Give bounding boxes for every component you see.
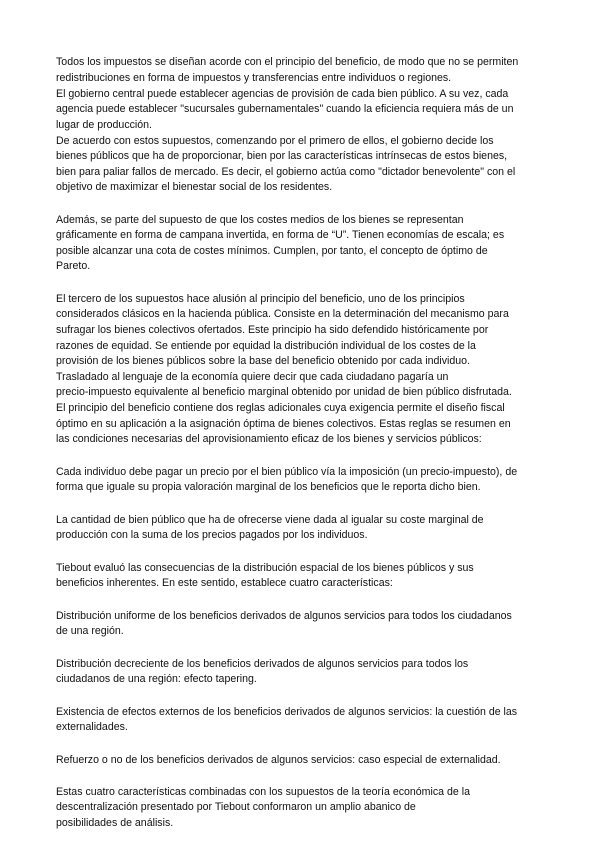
text-line: producción con la suma de los precios pagados por los individuos. bbox=[56, 529, 368, 541]
text-line: Además, se parte del supuesto de que los costes medios de los bienes se representan bbox=[56, 214, 464, 226]
text-line: gráficamente en forma de campana invertida, en forma de “U”. Tienen economías de escala; es bbox=[56, 229, 505, 241]
text-line: Distribución decreciente de los beneficios derivados de algunos servicios para todos los bbox=[56, 658, 469, 670]
text-line: Existencia de efectos externos de los beneficios derivados de algunos servicios: la cuestión de las bbox=[56, 706, 518, 718]
text-line: las condiciones necesarias del aprovisionamiento eficaz de los bienes y servicios públicos: bbox=[56, 433, 482, 445]
text-line: razones de equidad. Se entiende por equidad la distribución individual de los costes de la bbox=[56, 340, 476, 352]
text-line: El principio del beneficio contiene dos reglas adicionales cuya exigencia permite el diseño fiscal bbox=[56, 402, 505, 414]
text-line: ciudadanos de una región: efecto tapering. bbox=[56, 673, 257, 685]
text-line: bienes públicos que ha de proporcionar, bien por las características intrínsecas de estos bienes, bbox=[56, 150, 508, 162]
text-line: considerados clásicos en la hacienda pública. Consiste en la determinación del mecanismo para bbox=[56, 308, 509, 320]
text-line: agencia puede establecer "sucursales gubernamentales" cuando la eficiencia requiera más de un bbox=[56, 103, 514, 115]
text-line: De acuerdo con estos supuestos, comenzando por el primero de ellos, el gobierno decide los bbox=[56, 135, 494, 147]
text-line: Todos los impuestos se diseñan acorde con el principio del beneficio, de modo que no se permiten bbox=[56, 56, 519, 68]
text-line: bien para paliar fallos de mercado. Es decir, el gobierno actúa como "dictador benevolente" con el bbox=[56, 166, 516, 178]
text-line: precio-impuesto equivalente al beneficio marginal obtenido por unidad de bien público disfrutada. bbox=[56, 386, 512, 398]
text-line: La cantidad de bien público que ha de ofrecerse viene dada al igualar su coste marginal de bbox=[56, 514, 484, 526]
text-line: Tiebout evaluó las consecuencias de la distribución espacial de los bienes públicos y sus bbox=[56, 562, 474, 574]
text-line: Cada individuo debe pagar un precio por el bien público vía la imposición (un precio-impuesto), de bbox=[56, 466, 518, 478]
text-line: óptimo en su aplicación a la asignación óptima de bienes colectivos. Estas reglas se resumen en bbox=[56, 418, 511, 430]
text-line: Refuerzo o no de los beneficios derivados de algunos servicios: caso especial de externalidad. bbox=[56, 754, 501, 766]
text-line: sufragar los bienes colectivos ofertados. Este principio ha sido defendido históricamente por bbox=[56, 324, 489, 336]
text-line: El gobierno central puede establecer agencias de provisión de cada bien público. A su vez, cada bbox=[56, 88, 509, 100]
text-line: redistribuciones en forma de impuestos y transferencias entre individuos o regiones. bbox=[56, 72, 452, 84]
text-line: descentralización presentado por Tiebout conformaron un amplio abanico de bbox=[56, 801, 416, 813]
text-line: forma que iguale su propia valoración marginal de los beneficios que le reporta dicho bien. bbox=[56, 481, 481, 493]
text-line: objetivo de maximizar el bienestar social de los residentes. bbox=[56, 181, 333, 193]
text-line: posibilidades de análisis. bbox=[56, 817, 174, 829]
text-line: Distribución uniforme de los beneficios derivados de algunos servicios para todos los ciudadanos bbox=[56, 610, 512, 622]
text-line: El tercero de los supuestos hace alusión al principio del beneficio, uno de los principios bbox=[56, 293, 465, 305]
text-line: Pareto. bbox=[56, 260, 91, 272]
text-line: lugar de producción. bbox=[56, 119, 152, 131]
text-line: posible alcanzar una cota de costes mínimos. Cumplen, por tanto, el concepto de óptimo de bbox=[56, 245, 488, 257]
text-line: Estas cuatro características combinadas con los supuestos de la teoría económica de la bbox=[56, 786, 470, 798]
text-line: externalidades. bbox=[56, 721, 128, 733]
text-line: beneficios inherentes. En este sentido, establece cuatro características: bbox=[56, 577, 393, 589]
text-line: de una región. bbox=[56, 625, 124, 637]
text-line: Trasladado al lenguaje de la economía quiere decir que cada ciudadano pagaría un bbox=[56, 371, 449, 383]
text-line: provisión de los bienes públicos sobre la base del beneficio obtenido por cada individuo. bbox=[56, 355, 471, 367]
